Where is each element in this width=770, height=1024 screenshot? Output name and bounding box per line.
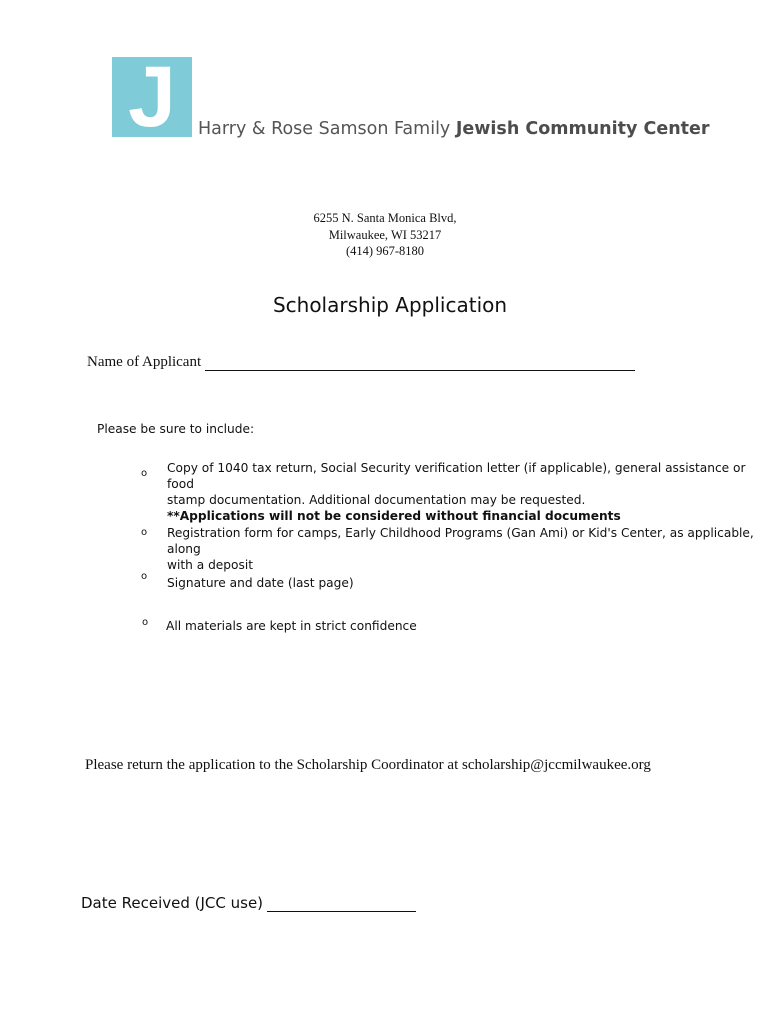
organization-name-regular: Harry & Rose Samson Family [198, 119, 456, 139]
organization-name-bold: Jewish Community Center [455, 119, 710, 139]
list-item [167, 525, 757, 573]
document-title: Scholarship Application [272, 293, 508, 317]
address-city: Milwaukee, WI 53217 [328, 227, 442, 242]
organization-name [198, 118, 710, 140]
financial-documents-warning: **Applications will not be considered without financial documents [167, 509, 621, 523]
date-received-row [81, 894, 416, 912]
list-item-line: Registration form for camps, Early Childhood Programs (Gan Ami) or Kid's Center, as applicable, along [167, 526, 754, 556]
applicant-name-row [87, 354, 635, 371]
address-street: 6255 N. Santa Monica Blvd, [313, 211, 457, 225]
applicant-name-label: Name of Applicant [87, 354, 202, 370]
bullet-icon: o [141, 468, 148, 479]
list-item-line: stamp documentation. Additional documentation may be requested. [167, 493, 586, 507]
list-item-line: with a deposit [167, 558, 254, 572]
bullet-icon: o [141, 571, 148, 582]
bullet-icon: o [142, 617, 149, 628]
date-received-field[interactable] [267, 895, 416, 912]
list-item-line: Signature and date (last page) [167, 576, 354, 590]
applicant-name-field[interactable] [205, 354, 635, 371]
list-item [167, 460, 757, 524]
jcc-logo-mark [112, 49, 192, 145]
return-instructions: Please return the application to the Scholarship Coordinator at scholarship@jccmilwaukee.org [85, 757, 651, 773]
logo-letter: J [128, 49, 176, 145]
list-item [167, 575, 757, 591]
include-heading: Please be sure to include: [97, 422, 255, 436]
list-item-line: Copy of 1040 tax return, Social Security verification letter (if applicable), general assistance or food [167, 461, 746, 491]
list-item [166, 618, 756, 634]
list-item-line: All materials are kept in strict confidence [166, 619, 417, 633]
date-received-label: Date Received (JCC use) [81, 894, 264, 912]
address-block [0, 210, 770, 260]
bullet-icon: o [141, 527, 148, 538]
address-phone: (414) 967-8180 [345, 244, 425, 258]
